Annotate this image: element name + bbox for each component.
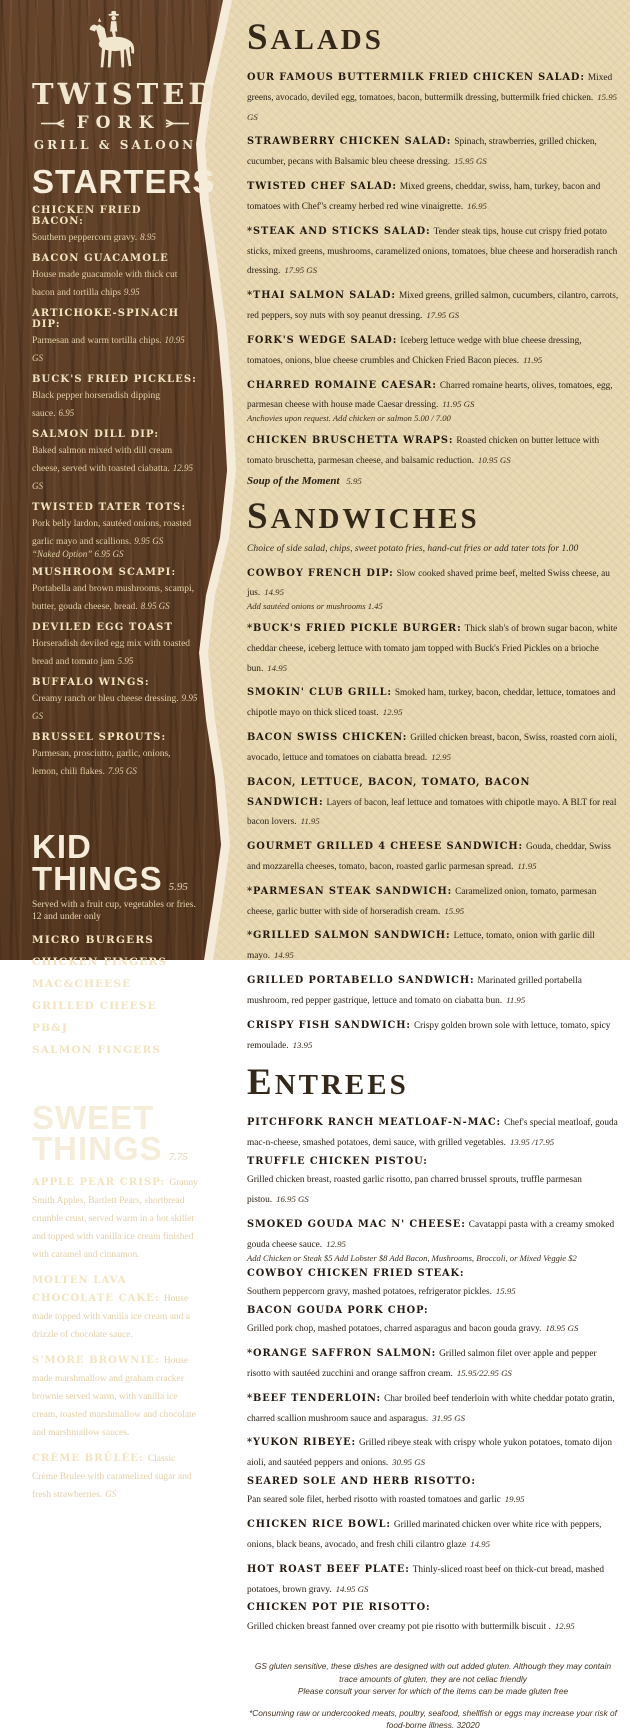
menu-item [247,1602,619,1634]
item-price: 14.95 GS [335,1583,369,1594]
kid-things-price: 5.95 [168,880,188,893]
item-name: *PARMESAN STEAK SANDWICH: [247,885,453,897]
menu-item [247,1111,619,1151]
entrees-section [247,1061,619,1634]
item-price: 12.95 [326,1238,346,1249]
item-name: BUCK'S FRIED PICKLES: [32,374,197,386]
item-name: ARTICHOKE-SPINACH DIP: [32,308,180,331]
item-description: Caramelized onion, tomato, parmesan cheese, garlic butter with side of horseradish cream. [247,886,597,917]
brand-name: TWISTED [32,77,218,111]
item-price: 14.95 [264,587,284,598]
item-description: Iceberg lettuce wedge with blue cheese dressing, tomatoes, onions, blue cheese crumbles and Chicken Fried Bacon pieces. [247,335,582,366]
item-description: Pork belly lardon, sautéed onions, roasted garlic mayo and scallions. [32,519,192,548]
menu-item [247,771,619,830]
menu-item [32,934,198,946]
item-description: Grilled chicken breast, bacon, Swiss, roasted corn aioli, avocado, lettuce and tomatoes on ciabatta bread. [247,733,618,763]
item-name: *STEAK AND STICKS SALAD: [247,225,431,237]
item-price: 16.95 GS [276,1194,309,1205]
item-description: Parmesan and warm tortilla chips. [32,336,162,347]
item-description: Grilled ribeye steak with crispy whole yukon potatoes, tomato dijon aioli, and sautéed peppers and onions. [247,1438,613,1469]
menu-item [247,1387,619,1427]
menu-item [32,1044,198,1056]
item-description: Gouda, cheddar, Swiss and mozzarella cheeses, tomato, bacon, roasted garlic parmesan spread. [247,842,611,872]
starters-list [32,205,198,779]
item-description: Mixed greens, avocado, deviled egg, tomatoes, bacon, buttermilk dressing, buttermilk fried chicken. [247,73,613,103]
item-price: 15.95 [444,905,465,916]
main-panel [247,8,619,1732]
menu-item [32,253,198,300]
menu-item [247,1558,619,1598]
item-name: BRUSSEL SPROUTS: [32,732,167,744]
item-name: COWBOY CHICKEN FRIED STEAK: [247,1268,465,1280]
item-description: Smoked ham, turkey, bacon, cheddar, lettuce, tomatoes and chipotle mayo on thick sliced toast. [247,688,616,719]
item-name: SMOKED GOUDA MAC N' CHEESE: [247,1218,466,1230]
item-description: Spinach, strawberries, grilled chicken, cucumber, pecans with Balsamic bleu cheese dressing. [247,137,597,168]
menu-item [247,1342,619,1382]
item-description: House made topped with vanilla ice cream and a drizzle of chocolate sauce. [32,1294,191,1341]
menu-item [32,1000,198,1012]
item-name: CHICKEN FINGERS [32,955,168,968]
item-name: HOT ROAST BEEF PLATE: [247,1563,410,1575]
item-price: 9.95 [123,287,140,298]
item-price: 6.95 [58,408,75,419]
consumer-advisory: *Consuming raw or undercooked meats, poultry, seafood, shellfish or eggs may increase your risk of food-borne illness. 32020 [249,1707,617,1731]
item-price: 8.95 [140,232,156,243]
item-price: 15.95/22.95 GS [456,1367,512,1378]
item-name: CHICKEN FRIED BACON: [32,205,142,228]
menu-item [32,1448,198,1502]
item-price: 14.95 [267,662,288,673]
item-note: “Naked Option” 6.95 GS [32,549,124,560]
item-price: 31.95 GS [432,1412,465,1423]
item-name: BUFFALO WINGS: [32,677,150,689]
item-description: Grilled salmon filet over apple and pepper risotto with sautéed zucchini and orange saffron cream. [247,1349,597,1379]
item-description: Tender steak tips, house cut crispy fried potato sticks, mixed greens, mushrooms, caramelized onions, tomatoes, blue cheese and horseradish ranch dressing. [247,226,618,277]
brand-fork-row [32,113,198,133]
kid-things-list [32,934,198,1056]
item-description: Southern peppercorn gravy. [32,233,138,244]
item-name: MICRO BURGERS [32,933,155,946]
fork-icon [41,119,65,128]
menu-item [247,681,619,721]
item-description: Horseradish deviled egg mix with toasted bread and tomato jam [32,639,191,668]
item-description: Charred romaine hearts, olives, tomatoes, egg, parmesan cheese with house made Caesar dressing. [247,380,613,411]
starters-title: STARTERS [32,163,216,200]
item-name: GRILLED CHEESE [32,999,157,1012]
brand-fork-label: FORK [76,113,161,133]
menu-item [247,374,619,424]
horse-rider-icon [82,10,148,70]
item-description: Marinated grilled portabella mushroom, red pepper gastrique, lettuce and tomato on ciabatta bun. [247,976,582,1006]
footer-disclaimer [247,1660,619,1731]
menu-item [247,1156,619,1208]
item-name: *YUKON RIBEYE: [247,1437,356,1449]
item-price: 9.95 GS [32,693,198,722]
fork-icon [165,119,189,128]
item-name: PB&J [32,1021,69,1034]
item-price: 30.95 GS [392,1457,425,1468]
item-price: 10.95 GS [32,335,185,364]
item-price: 14.95 [470,1538,490,1549]
item-price: 11.95 [300,816,320,827]
item-price: 16.95 [467,200,487,211]
menu-item [32,374,198,421]
item-description: Portabella and brown mushrooms, scampi, butter, gouda cheese, bread. [32,584,195,613]
item-price: 13.95 [292,1039,313,1050]
item-description: Granny Smith Apples, Bartlett Pears, shortbread crumble crust, served warm in a hot skillet and topped with vanilla ice cream finished with caramel and cinnamon. [32,1178,198,1261]
item-name: GRILLED PORTABELLO SANDWICH: [247,975,475,987]
item-price: 12.95 [554,1620,575,1631]
item-price: 18.95 GS [545,1323,579,1334]
item-description: Slow cooked shaved prime beef, melted Swiss cheese, au jus. [247,568,610,599]
item-note: Add sautéed onions or mushrooms 1.45 [247,601,383,612]
item-name: *THAI SALMON SALAD: [247,290,396,302]
menu-item [247,924,619,964]
menu-item [247,329,619,369]
item-description: Char broiled beef tenderloin with white cheddar potato gratin, charred scallion mushroom sauce and asparagus. [247,1393,615,1424]
gluten-note-line2: Please consult your server for which of the items can be made gluten free [297,1686,569,1697]
item-price: 15.95 [495,1286,516,1297]
item-price: 11.95 [506,994,526,1005]
item-description: Classic Crème Brulee with caramelized sugar and fresh strawberries. [32,1454,192,1501]
sandwiches-list [247,562,619,1054]
item-name: STRAWBERRY CHICKEN SALAD: [247,136,452,148]
menu-item [247,562,619,612]
menu-item [247,1213,619,1263]
kid-things-note: Served with a fruit cup, vegetables or fries. 12 and under only [32,900,196,922]
menu-item [247,835,619,875]
sandwiches-subtitle: Choice of side salad, chips, sweet potato fries, hand-cut fries or add tater tots for 1.00 [247,542,579,554]
item-name: TWISTED CHEF SALAD: [247,181,397,193]
item-name: DEVILED EGG TOAST [32,622,173,634]
item-price: 12.95 [431,751,451,762]
item-name: *ORANGE SAFFRON SALMON: [247,1348,437,1360]
item-note: Add Chicken or Steak $5 Add Lobster $8 Add Bacon, Mushrooms, Broccoli, or Mixed Veggie $2 [247,1252,577,1263]
item-price: 11.95 [517,860,537,871]
menu-item [247,1513,619,1553]
item-price: 11.95 [523,354,543,365]
menu-item [247,1476,619,1508]
item-name: CHARRED ROMAINE CAESAR: [247,379,437,391]
menu-item [247,1268,619,1300]
item-description: Thinly-sliced roast beef on thick-cut bread, mashed potatoes, brown gravy. [247,1564,605,1595]
item-name: OUR FAMOUS BUTTERMILK FRIED CHICKEN SALAD: [247,72,585,83]
left-panel [0,0,218,1510]
item-price: 8.95 GS [140,601,170,612]
item-name: SALMON FINGERS [32,1043,162,1056]
soup-price: 5.95 [346,475,362,486]
menu-item [32,205,198,245]
item-name: *BUCK'S FRIED PICKLE BURGER: [247,622,462,634]
menu-item [32,1172,198,1262]
item-description: Lettuce, tomato, onion with garlic dill mayo. [247,931,595,962]
item-price: GS [105,1489,117,1500]
item-description: Cavatappi pasta with a creamy smoked gouda cheese sauce. [247,1219,615,1250]
item-name: MOLTEN LAVA CHOCOLATE CAKE: [32,1275,160,1305]
item-description: Southern peppercorn gravy, mashed potatoes, refrigerator pickles. [247,1287,492,1298]
item-price: 5.95 [117,656,134,667]
menu-item [32,567,198,614]
item-name: CRISPY FISH SANDWICH: [247,1019,411,1031]
item-name: COWBOY FRENCH DIP: [247,567,394,579]
item-price: 15.95 GS [247,91,618,122]
item-description: Chef's special meatloaf, gouda mac-n-cheese, smashed potatoes, demi sauce, with grilled vegetables. [247,1118,618,1149]
item-price: 11.95 GS [442,399,475,410]
menu-item [32,732,198,779]
item-price: 15.95 GS [454,156,487,167]
kid-things-title: KID THINGS 5.95 [32,828,188,897]
salads-list [247,66,619,469]
item-description: Pan seared sole filet, herbed risotto with roasted tomatoes and garlic [247,1495,501,1506]
item-name: MAC&CHEESE [32,977,132,990]
item-price: 14.95 [273,950,294,961]
item-name: CRÈME BRÛLÉE: [32,1453,144,1465]
menu-item [247,220,619,279]
menu-item [247,66,619,125]
menu-item [247,1431,619,1471]
item-description: Parmesan, prosciutto, garlic, onions, lemon, chili flakes. [32,749,171,778]
menu-item [247,130,619,170]
item-description: Baked salmon mixed with dill cream cheese, served with toasted ciabatta. [32,446,173,475]
item-description: Grilled chicken breast fanned over creamy pot pie risotto with buttermilk biscuit . [247,1621,551,1632]
menu-item [32,978,198,990]
item-name: SMOKIN' CLUB GRILL: [247,687,392,699]
menu-item [247,1305,619,1337]
soup-of-the-moment: Soup of the Moment 5.95 [247,474,362,487]
item-name: *GRILLED SALMON SANDWICH: [247,930,451,942]
gluten-note-line1: GS gluten sensitive, these dishes are designed with out added gluten. Although they may contain trace amounts of gluten, they are not celiac friendly [254,1661,612,1684]
menu-item [247,1014,619,1054]
menu-item [32,622,198,669]
item-name: BACON, LETTUCE, BACON, TOMATO, BACON SANDWICH: [247,776,531,808]
item-name: MUSHROOM SCAMPI: [32,567,177,579]
menu-item [247,726,619,766]
entrees-title: ENTREES [247,1062,409,1104]
item-name: FORK'S WEDGE SALAD: [247,334,398,346]
item-description: Grilled chicken breast, roasted garlic risotto, pan charred brussel sprouts, truffle parmesan pistou. [247,1175,582,1206]
menu-item [32,956,198,968]
item-price: 7.95 GS [107,766,137,777]
item-name: CHICKEN BRUSCHETTA WRAPS: [247,434,454,446]
menu-item [247,880,619,920]
menu-item [247,175,619,215]
item-name: CHICKEN POT PIE RISOTTO: [247,1602,431,1614]
item-name: GOURMET GRILLED 4 CHEESE SANDWICH: [247,841,523,853]
item-description: Grilled marinated chicken over white rice with peppers, onions, black beans, avocado, and fresh chili cilantro glaze [247,1520,602,1550]
salads-section [247,16,619,487]
item-price: 13.95 /17.95 [509,1137,555,1148]
sweet-things-title: SWEET THINGS 7.75 [32,1098,188,1168]
menu-item [32,502,198,559]
item-name: BACON GOUDA PORK CHOP: [247,1305,429,1317]
brand-tagline: GRILL & SALOON [33,138,197,152]
item-name: S'MORE BROWNIE: [32,1355,160,1367]
item-name: TRUFFLE CHICKEN PISTOU: [247,1156,428,1168]
item-price: 9.95 GS [134,536,164,547]
item-name: CHICKEN RICE BOWL: [247,1519,391,1531]
item-price: 17.95 GS [284,265,318,276]
item-price: 12.95 GS [32,463,193,492]
item-name: TWISTED TATER TOTS: [32,502,187,514]
item-name: PITCHFORK RANCH MEATLOAF-N-MAC: [247,1117,502,1129]
item-description: Thick slab's of brown sugar bacon, white cheddar cheese, iceberg lettuce with tomato jam topped with Buck's Fried Pickles on a brioche bun. [247,623,618,674]
menu-item [32,429,198,494]
sweet-things-list [32,1172,198,1502]
sandwiches-title: SANDWICHES [247,495,480,537]
menu-item [247,284,619,324]
item-name: APPLE PEAR CRISP: [32,1177,166,1189]
salads-title: SALADS [247,17,384,58]
item-name: BACON SWISS CHICKEN: [247,732,408,744]
item-price: 19.95 [504,1494,525,1505]
item-price: 10.95 GS [477,454,511,465]
menu-item [32,1350,198,1440]
menu-item [32,308,198,366]
entrees-list [247,1111,619,1634]
item-description: Roasted chicken on butter lettuce with tomato bruschetta, parmesan cheese, and balsamic reduction. [247,435,600,466]
item-description: Grilled pork chop, mashed potatoes, charred asparagus and bacon gouda gravy. [247,1324,542,1335]
item-description: Layers of bacon, leaf lettuce and tomatoes with chipotle mayo. A BLT for real bacon lovers. [247,797,617,828]
menu-item [32,677,198,724]
item-name: *BEEF TENDERLOIN: [247,1392,382,1404]
item-note: Anchovies upon request. Add chicken or salmon 5.00 / 7.00 [247,413,451,424]
sandwiches-section [247,495,619,1054]
menu-item [247,429,619,469]
item-description: Crispy golden brown sole with lettuce, tomato, spicy remoulade. [247,1020,611,1051]
item-description: House made guacamole with thick cut bacon and tortilla chips [32,270,178,299]
item-name: SALMON DILL DIP: [32,429,160,441]
menu-item [32,1022,198,1034]
item-description: Creamy ranch or bleu cheese dressing. [32,694,179,705]
menu-item [247,969,619,1009]
logo [32,10,218,152]
menu-item [32,1270,198,1342]
item-description: Mixed greens, grilled salmon, cucumbers, cilantro, carrots, red peppers, soy nuts with soy peanut dressing. [247,291,619,322]
item-description: House made marshmallow and graham cracker brownie served warm, with vanilla ice cream, toasted marshmallow and chocolate and marshmallow sauces. [32,1356,196,1439]
sweet-things-price: 7.75 [168,1151,188,1164]
item-price: 17.95 GS [426,310,460,321]
item-name: SEARED SOLE AND HERB RISOTTO: [247,1476,476,1488]
menu-item [247,617,619,676]
item-description: Mixed greens, cheddar, swiss, ham, turkey, bacon and tomatoes with Chef''s creamy herbed red wine vinaigrette. [247,182,601,212]
item-name: BACON GUACAMOLE [32,253,169,265]
item-description: Black pepper horseradish dipping sauce. [32,391,160,420]
item-price: 12.95 [382,707,403,718]
